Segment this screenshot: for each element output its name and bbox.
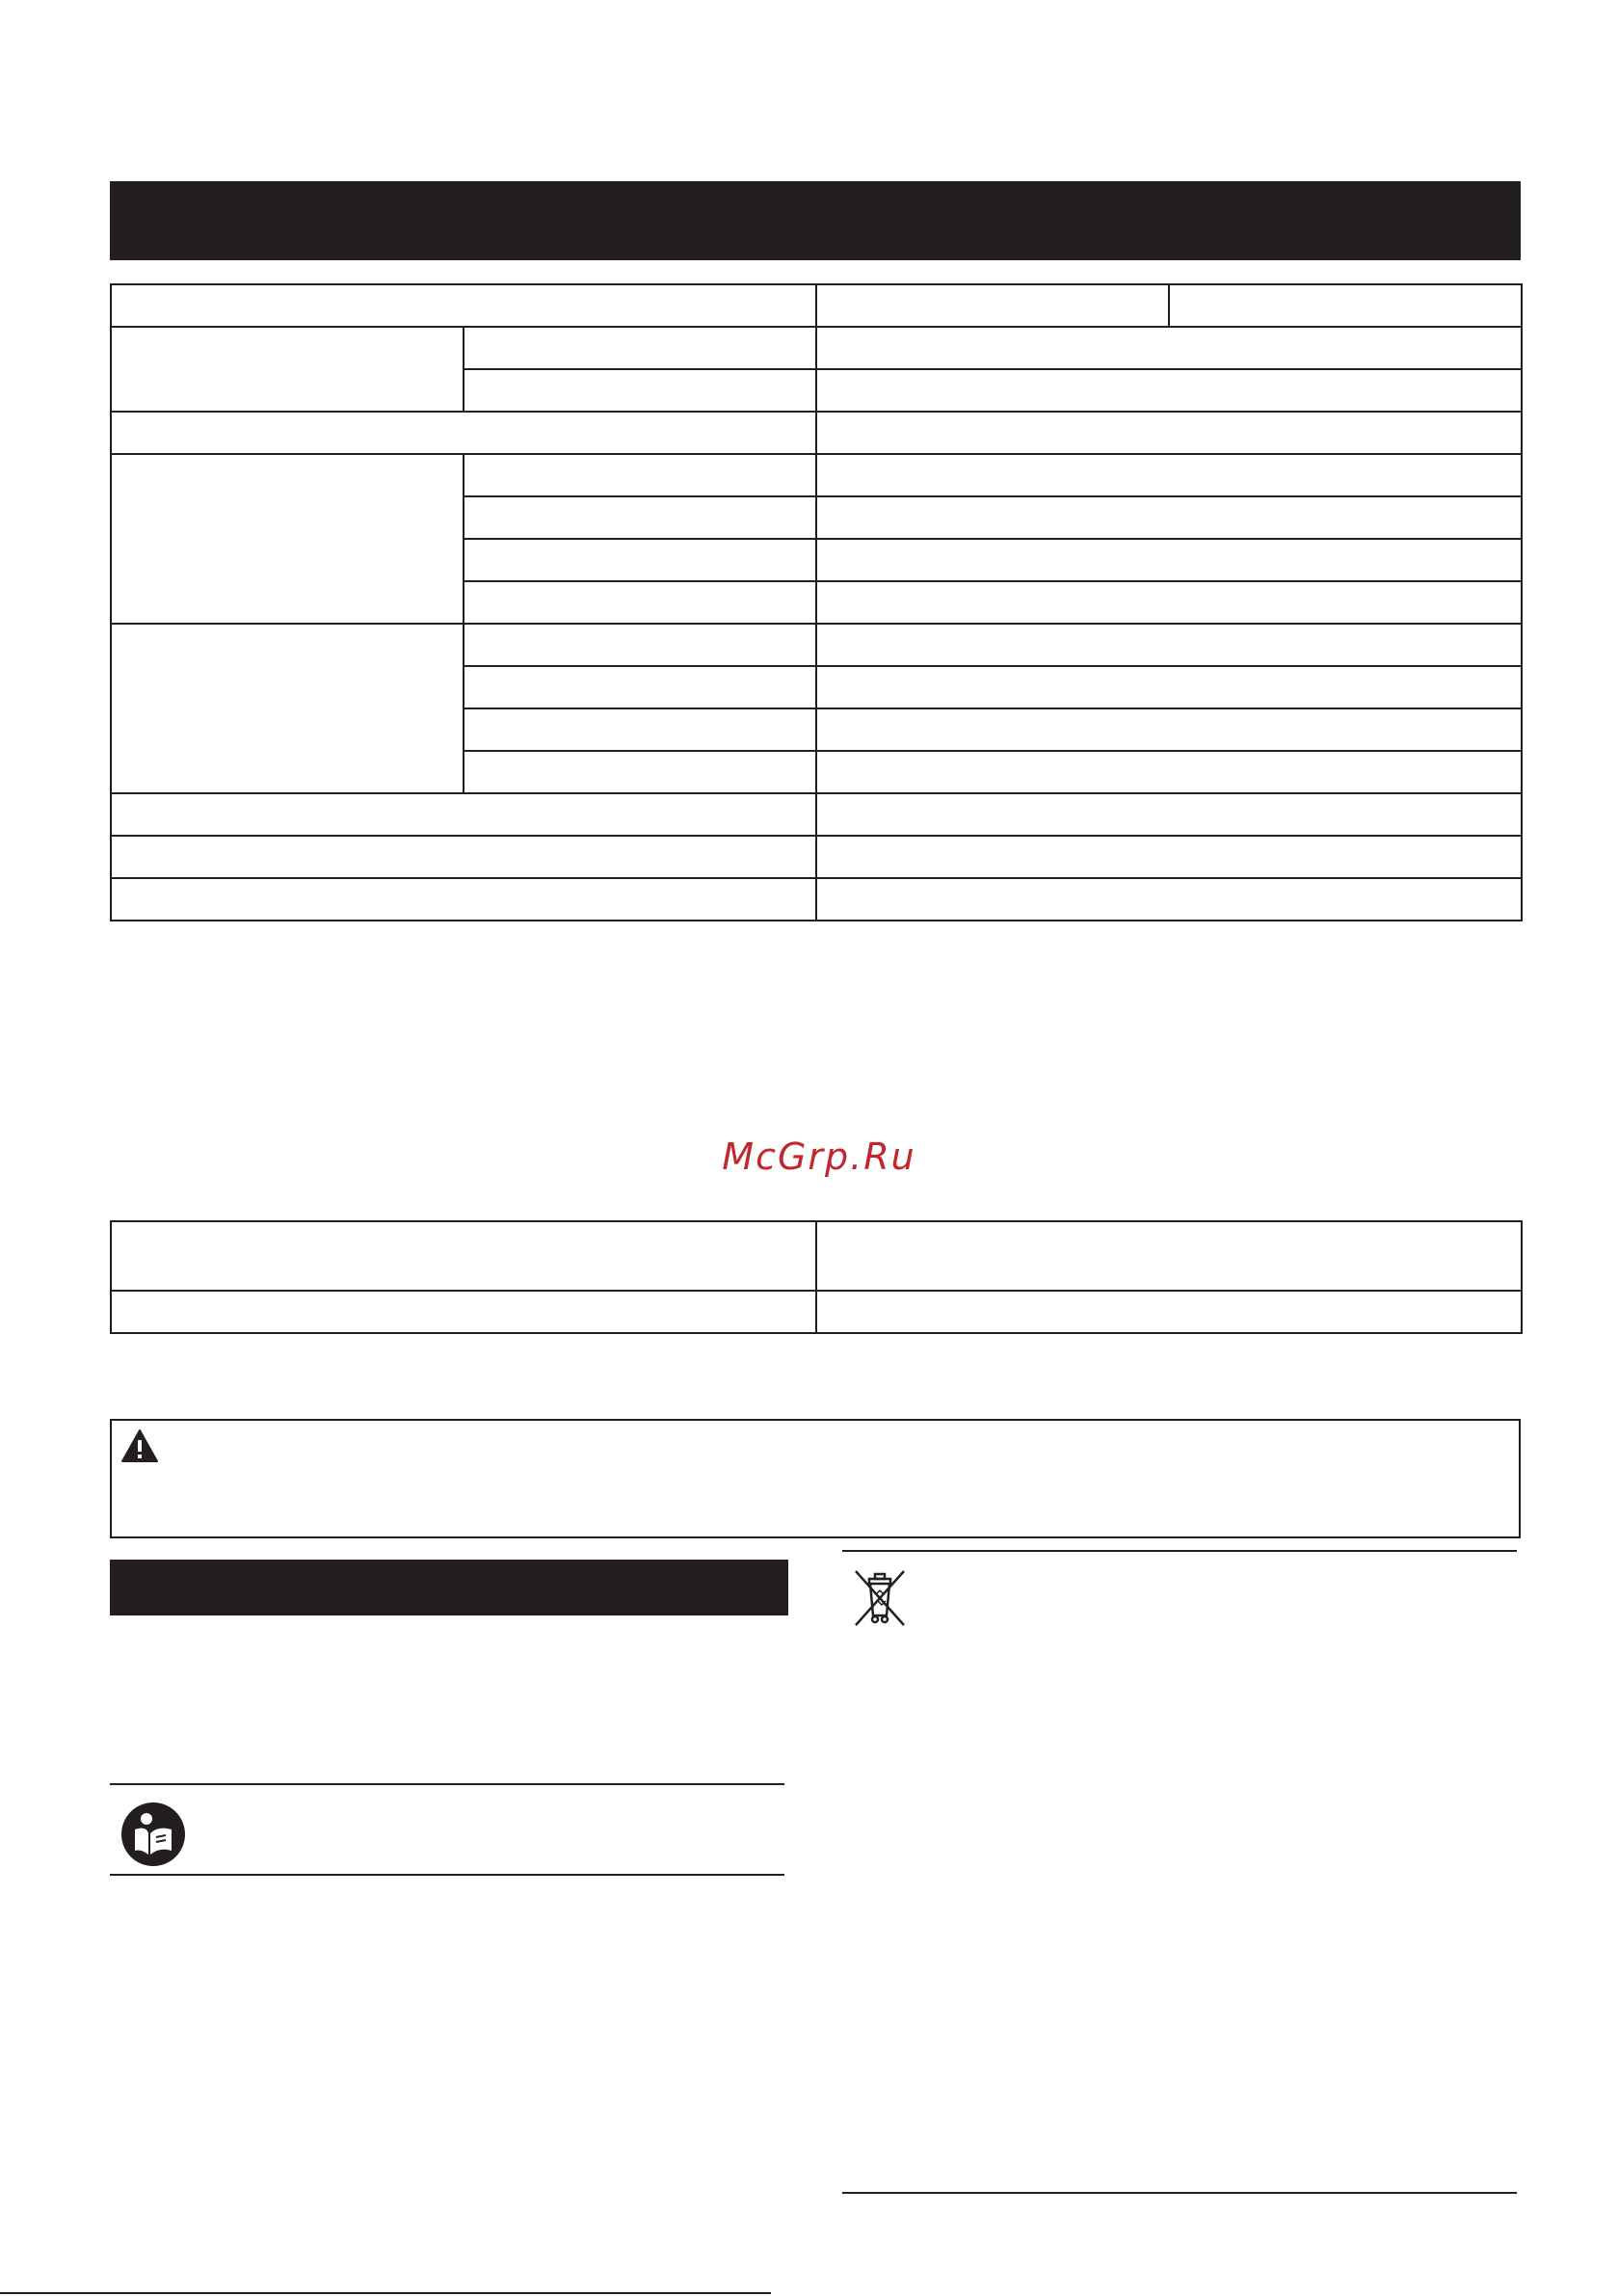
spec-value-cell xyxy=(816,454,1522,496)
spec-value-cell xyxy=(816,539,1522,581)
section-bar xyxy=(110,1560,788,1615)
table-row xyxy=(111,624,1522,666)
spec-label-cell xyxy=(464,751,816,793)
read-manual-icon xyxy=(119,1801,187,1868)
noise-label-cell xyxy=(111,1291,816,1333)
spec-label-cell xyxy=(464,666,816,708)
table-row xyxy=(111,793,1522,836)
table-row xyxy=(111,284,1522,327)
spec-header-cell xyxy=(111,284,816,327)
spec-label-cell xyxy=(111,836,816,878)
divider xyxy=(110,1874,784,1876)
warning-box xyxy=(110,1419,1521,1538)
crossed-out-bin-icon xyxy=(852,1567,908,1629)
spec-group-cell xyxy=(111,327,464,412)
divider xyxy=(842,2192,1517,2194)
watermark-text: McGrp.Ru xyxy=(722,1135,916,1178)
spec-header-cell xyxy=(1169,284,1522,327)
spec-label-cell xyxy=(464,708,816,751)
spec-label-cell xyxy=(464,624,816,666)
noise-value-cell xyxy=(816,1291,1522,1333)
spec-value-cell xyxy=(816,666,1522,708)
spec-label-cell xyxy=(111,878,816,921)
header-bar xyxy=(110,181,1521,260)
table-row xyxy=(111,327,1522,369)
spec-value-cell xyxy=(816,369,1522,412)
spec-value-cell xyxy=(816,327,1522,369)
table-row xyxy=(111,454,1522,496)
spec-label-cell xyxy=(464,454,816,496)
spec-table xyxy=(110,283,1523,921)
spec-label-cell xyxy=(111,412,816,454)
spec-value-cell xyxy=(816,751,1522,793)
table-row xyxy=(111,412,1522,454)
spec-group-cell xyxy=(111,624,464,793)
spec-value-cell xyxy=(816,581,1522,624)
spec-label-cell xyxy=(464,327,816,369)
table-row xyxy=(111,1291,1522,1333)
table-row xyxy=(111,836,1522,878)
table-row xyxy=(111,1221,1522,1291)
spec-value-cell xyxy=(816,836,1522,878)
spec-group-cell xyxy=(111,454,464,624)
spec-value-cell xyxy=(816,793,1522,836)
spec-value-cell xyxy=(816,624,1522,666)
spec-label-cell xyxy=(464,581,816,624)
divider xyxy=(842,1550,1517,1552)
spec-value-cell xyxy=(816,412,1522,454)
spec-value-cell xyxy=(816,708,1522,751)
table-row xyxy=(111,878,1522,921)
spec-header-cell xyxy=(816,284,1169,327)
noise-table xyxy=(110,1220,1523,1334)
divider xyxy=(0,2292,771,2294)
divider xyxy=(110,1783,784,1785)
spec-value-cell xyxy=(816,878,1522,921)
spec-label-cell xyxy=(464,539,816,581)
spec-value-cell xyxy=(816,496,1522,539)
noise-value-cell xyxy=(816,1221,1522,1291)
spec-label-cell xyxy=(464,496,816,539)
noise-label-cell xyxy=(111,1221,816,1291)
spec-label-cell xyxy=(464,369,816,412)
warning-triangle-icon xyxy=(121,1428,158,1463)
spec-label-cell xyxy=(111,793,816,836)
